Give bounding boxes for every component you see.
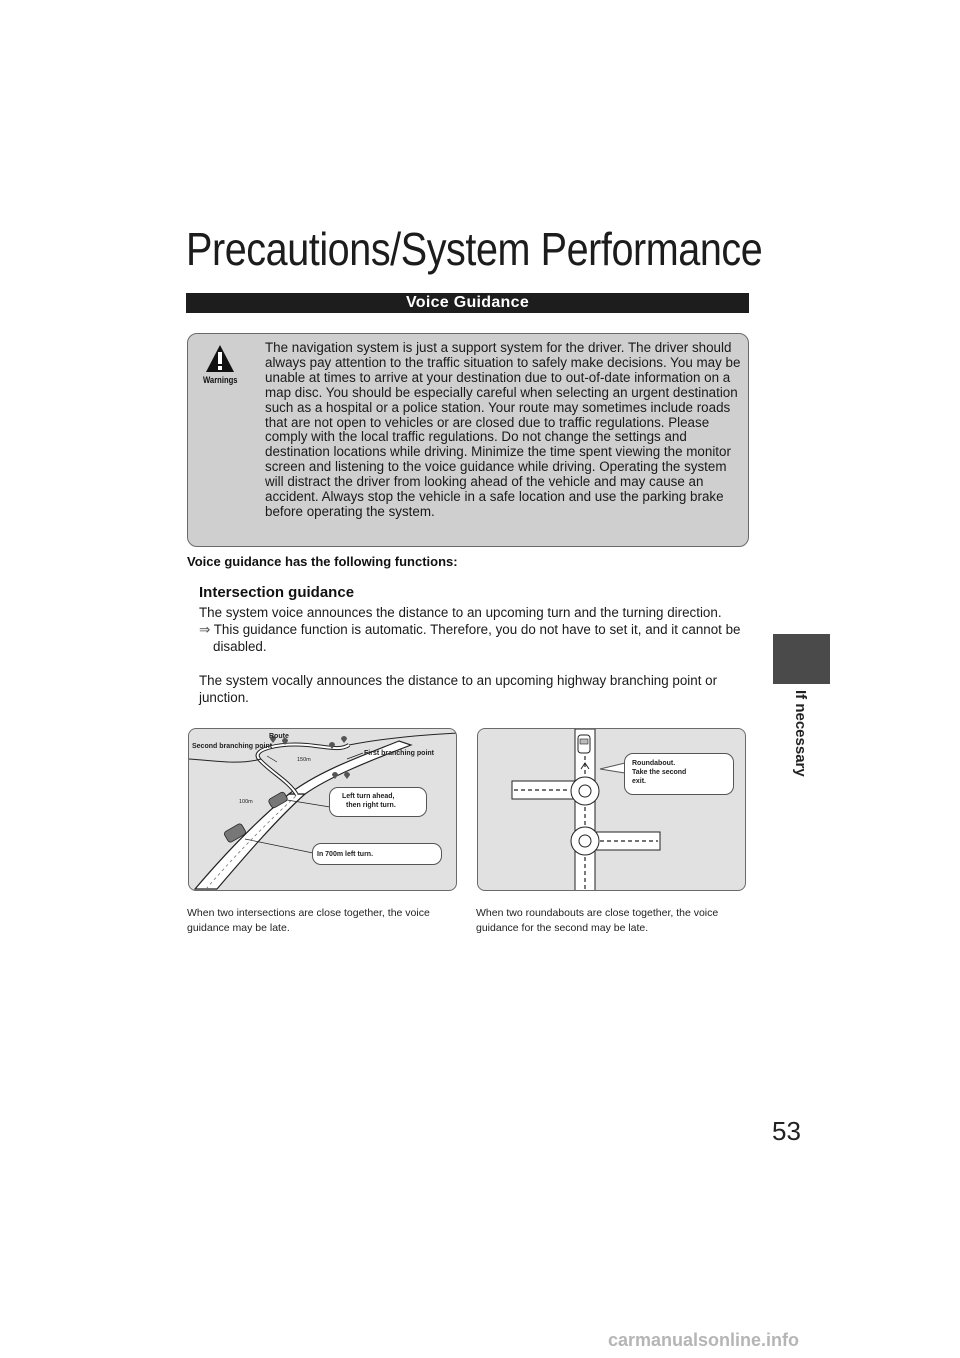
figure-roundabouts [477,728,746,891]
chapter-label: If necessary [792,690,809,777]
paragraph-2: The system vocally announces the distance to an upcoming highway branching point or junction. [199,673,718,705]
sub-heading: Intersection guidance [199,584,355,601]
second-branch-label: Second branching point [192,743,273,750]
caption-left: When two intersections are close together, the voice guidance may be late. [187,907,430,934]
paragraph-1: The system voice announces the distance to an upcoming turn and the turning direction. [199,605,722,620]
bubble-top-line2: then right turn. [346,802,396,809]
guidance-bubble-top [329,787,427,817]
distance-150-label: 150m [297,757,311,763]
warning-icon-group [200,344,240,390]
warning-text: The navigation system is just a support system for the driver. The driver should always pay attention to the traffic situation to safely make decisions. You may be unable at times to arrive at your destination due to out-of-date information on a map disc. You should be especially careful when selecting an urgent destination such as a hospital or a police station. Your route may sometimes include roads that are not open to vehicles or are closed due to traffic regulations. Please comply with the local traffic regulations. Do not change the settings and destination locations while driving. Minimize the time spent viewing the monitor screen and listening to the voice guidance while driving. Operating the system will distract the driver from looking ahead of the vehicle and may cause an accident. Always stop the vehicle in a safe location and use the parking brake before operating the system. [265,340,741,519]
route-label: Route [269,733,289,740]
roundabout-bubble-line2: Take the second [632,769,687,776]
note-line [199,621,751,655]
note-text: This guidance function is automatic. Therefore, you do not have to set it, and it cannot be disabled. [213,622,741,654]
roundabout-bubble [624,753,734,795]
page-title: Precautions/System Performance [186,223,763,275]
first-branch-label: First branching point [364,750,434,757]
exclamation-triangle-icon [205,344,235,374]
chapter-tab [773,634,830,684]
warning-label: Warnings [203,375,238,385]
section-title-bar: Voice Guidance [186,293,749,313]
arrow-icon: ⇒ [199,622,211,637]
figure-highway-branching [188,728,457,891]
roundabout-bubble-line3: exit. [632,778,647,785]
page-number: 53 [772,1116,801,1146]
footer-watermark: carmanualsonline.info [608,1330,800,1350]
warning-box [187,333,749,547]
roundabout-bubble-line1: Roundabout. [632,760,676,767]
intro-text: Voice guidance has the following functions: [187,554,458,569]
bubble-top-line1: Left turn ahead, [342,793,395,800]
guidance-bubble-bottom: In 700m left turn. [312,843,442,865]
distance-100-label: 100m [239,799,253,805]
caption-right: When two roundabouts are close together, the voice guidance for the second may be late. [476,907,719,934]
